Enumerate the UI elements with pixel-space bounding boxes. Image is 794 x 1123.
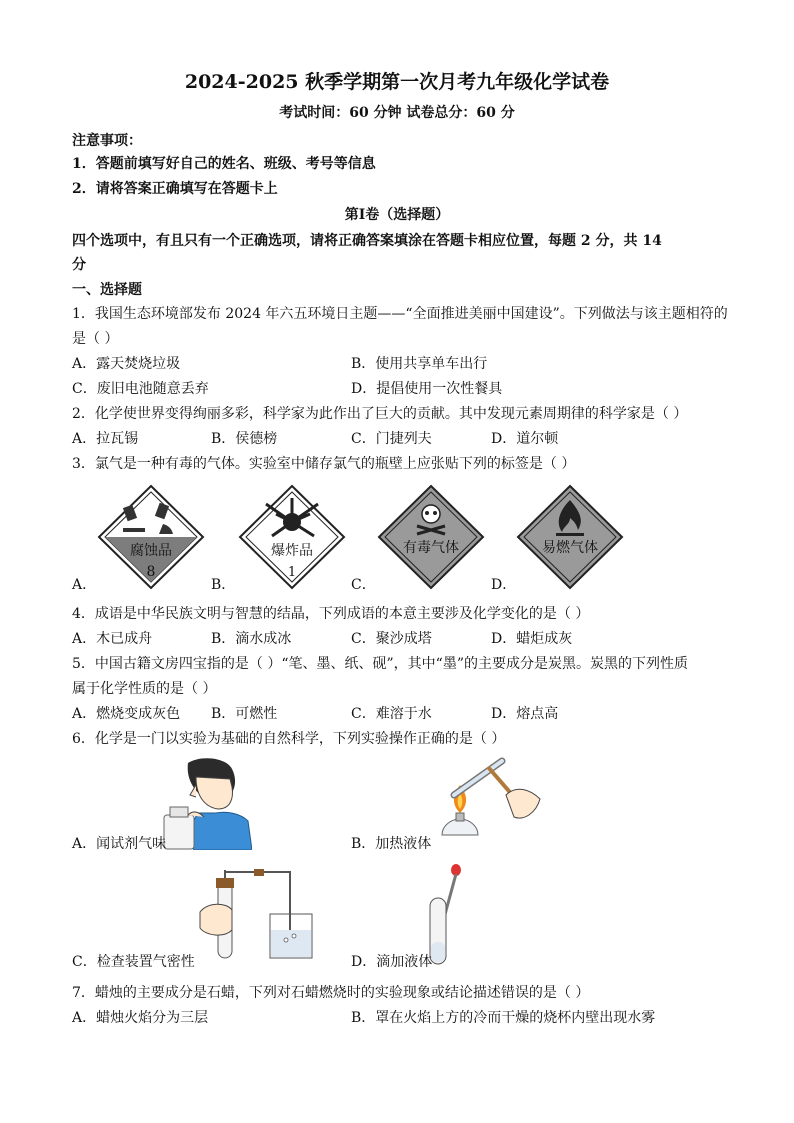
q2-stem: 2．化学使世界变得绚丽多彩，科学家为此作出了巨大的贡献。其中发现元素周期律的科学家是（ ） <box>72 406 688 422</box>
corrosive-sign-text: 腐蚀品 <box>130 543 172 559</box>
q5-option-a: A．燃烧变成灰色 <box>72 706 181 722</box>
q3-option-b: B． <box>211 577 236 593</box>
q3-option-c: C． <box>351 577 376 593</box>
airtightness-check-image <box>196 868 316 968</box>
q5-stem-line1: 5．中国古籍文房四宝指的是（ ）“笔、墨、纸、砚”，其中“墨”的主要成分是炭黑。炭黑的下列性质 <box>72 656 688 672</box>
smell-reagent-image <box>160 755 252 850</box>
q2-option-a: A．拉瓦锡 <box>72 431 139 447</box>
q4-option-b: B．滴水成冰 <box>211 631 292 647</box>
corrosive-sign-image <box>95 484 207 590</box>
heat-liquid-image <box>428 755 548 850</box>
toxic-gas-sign-image <box>375 484 487 590</box>
section-instruction-line1: 四个选项中，有且只有一个正确选项，请将正确答案填涂在答题卡相应位置，每题 2 分，共 14 <box>72 233 662 249</box>
toxic-gas-sign-text: 有毒气体 <box>403 540 459 556</box>
q4-option-c: C．聚沙成塔 <box>351 631 432 647</box>
q3-option-d: D． <box>491 577 517 593</box>
q4-option-d: D．蜡炬成灰 <box>491 631 573 647</box>
q6-option-d: D．滴加液体 <box>351 954 433 970</box>
q3-stem: 3．氯气是一种有毒的气体。实验室中储存氯气的瓶壁上应张贴下列的标签是（ ） <box>72 456 576 472</box>
q6-option-b: B．加热液体 <box>351 836 432 852</box>
q6-option-a: A．闻试剂气味 <box>72 836 167 852</box>
q1-option-a: A．露天焚烧垃圾 <box>72 356 181 372</box>
q6-stem: 6．化学是一门以实验为基础的自然科学，下列实验操作正确的是（ ） <box>72 731 506 747</box>
explosive-sign-image <box>236 484 348 590</box>
explosive-sign-text: 爆炸品 <box>271 543 313 559</box>
part-heading: 一、选择题 <box>72 282 142 298</box>
q1-option-d: D．提倡使用一次性餐具 <box>351 381 503 397</box>
q7-option-a: A．蜡烛火焰分为三层 <box>72 1010 209 1026</box>
section-instruction-line2: 分 <box>72 257 86 273</box>
exam-subtitle: 考试时间：60 分钟 试卷总分：60 分 <box>279 105 515 121</box>
flammable-gas-sign-image <box>514 484 626 590</box>
flammable-gas-sign-text: 易燃气体 <box>542 540 598 556</box>
q1-stem-line1: 1．我国生态环境部发布 2024 年六五环境日主题——“全面推进美丽中国建设”。下列做法与该主题相符的 <box>72 306 728 322</box>
notice-item-2: 2．请将答案正确填写在答题卡上 <box>72 181 278 197</box>
q1-option-b: B．使用共享单车出行 <box>351 356 488 372</box>
q4-stem: 4．成语是中华民族文明与智慧的结晶，下列成语的本意主要涉及化学变化的是（ ） <box>72 606 590 622</box>
q6-option-c: C．检查装置气密性 <box>72 954 195 970</box>
volume-heading: 第Ⅰ卷（选择题） <box>344 207 450 223</box>
q1-stem-line2: 是（ ） <box>72 331 119 347</box>
q7-stem: 7．蜡烛的主要成分是石蜡，下列对石蜡燃烧时的实验现象或结论描述错误的是（ ） <box>72 985 590 1001</box>
q5-option-d: D．熔点高 <box>491 706 559 722</box>
q1-option-c: C．废旧电池随意丢弃 <box>72 381 209 397</box>
corrosive-sign-number: 8 <box>146 564 156 580</box>
q3-option-a: A． <box>72 577 97 593</box>
notice-heading: 注意事项： <box>72 133 142 149</box>
q7-option-b: B．罩在火焰上方的冷而干燥的烧杯内壁出现水雾 <box>351 1010 656 1026</box>
notice-item-1: 1．答题前填写好自己的姓名、班级、考号等信息 <box>72 156 376 172</box>
q5-stem-line2: 属于化学性质的是（ ） <box>72 681 217 697</box>
q5-option-c: C．难溶于水 <box>351 706 432 722</box>
explosive-sign-number: 1 <box>287 565 297 580</box>
exam-title: 2024-2025 秋季学期第一次月考九年级化学试卷 <box>184 71 610 93</box>
q2-option-d: D．道尔顿 <box>491 431 559 447</box>
q2-option-c: C．门捷列夫 <box>351 431 432 447</box>
q4-option-a: A．木已成舟 <box>72 631 153 647</box>
q2-option-b: B．侯德榜 <box>211 431 278 447</box>
q5-option-b: B．可燃性 <box>211 706 278 722</box>
